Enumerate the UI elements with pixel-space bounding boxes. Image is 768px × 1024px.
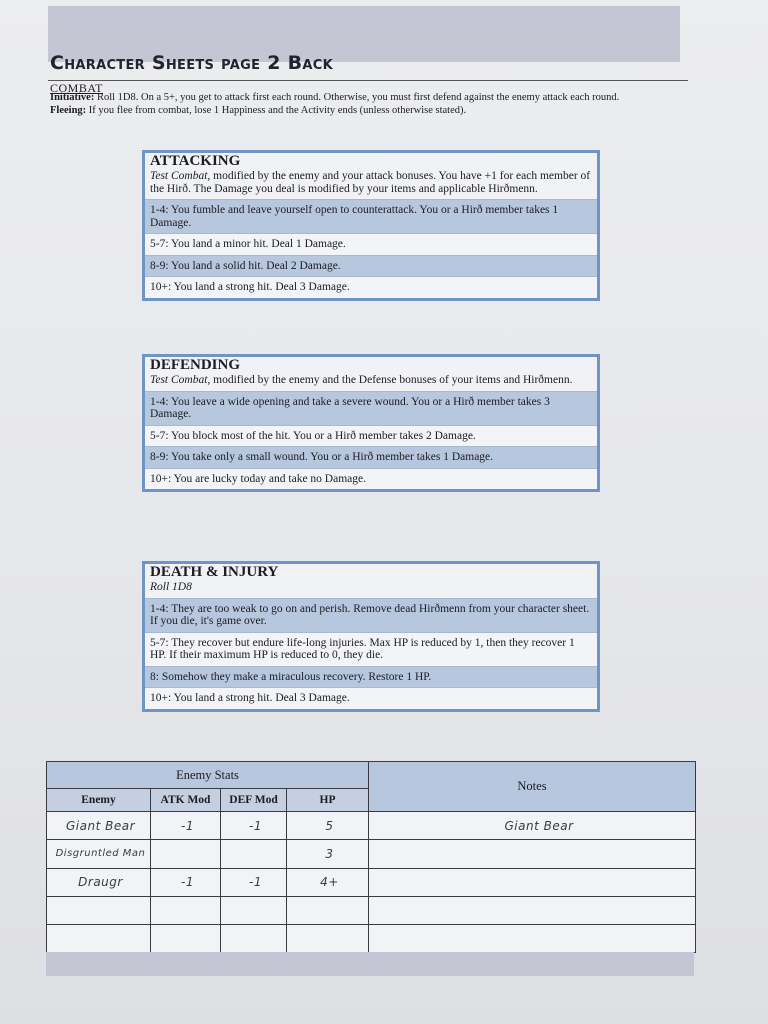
defending-row: 5-7: You block most of the hit. You or a Hirð member takes 2 Damage. — [145, 425, 597, 447]
attacking-box — [142, 150, 600, 301]
defending-row: 10+: You are lucky today and take no Damage. — [145, 468, 597, 490]
fleeing-rule — [50, 105, 686, 118]
atk-mod-cell[interactable] — [151, 924, 221, 952]
defending-row: 8-9: You take only a small wound. You or a Hirð member takes 1 Damage. — [145, 446, 597, 468]
combat-heading: COMBAT — [50, 81, 104, 95]
death-injury-row: 5-7: They recover but endure life-long injuries. Max HP is reduced by 1, then they recover 1 HP. If their maximum HP is reduced to 0, they die. — [145, 632, 597, 666]
hp-cell[interactable]: 5 — [287, 812, 369, 840]
atk-mod-cell[interactable] — [151, 896, 221, 924]
initiative-rule — [50, 92, 686, 105]
table-row — [47, 840, 696, 868]
attacking-intro — [145, 170, 597, 199]
hp-cell[interactable]: 3 — [287, 840, 369, 868]
initiative-text: Roll 1D8. On a 5+, you get to attack first each round. Otherwise, you must first defend against the enemy attack each round. — [94, 92, 620, 103]
def-mod-cell[interactable]: -1 — [221, 812, 287, 840]
defending-test: Test Combat, — [150, 374, 211, 386]
table-row — [47, 896, 696, 924]
footer-band — [46, 952, 694, 976]
def-mod-cell[interactable] — [221, 924, 287, 952]
table-row — [47, 868, 696, 896]
notes-cell[interactable]: Giant Bear — [369, 812, 696, 840]
combat-rules — [50, 92, 686, 117]
death-injury-row: 10+: You land a strong hit. Deal 3 Damage. — [145, 687, 597, 709]
atk-mod-cell[interactable] — [151, 840, 221, 868]
attacking-row: 5-7: You land a minor hit. Deal 1 Damage. — [145, 233, 597, 255]
attacking-heading: ATTACKING — [150, 153, 241, 169]
defending-heading: DEFENDING — [150, 357, 241, 373]
death-injury-heading: DEATH & INJURY — [150, 564, 279, 580]
defending-intro-text: modified by the enemy and the Defense bonuses of your items and Hirðmenn. — [210, 374, 573, 386]
enemy-cell[interactable]: Draugr — [47, 868, 151, 896]
def-mod-cell[interactable] — [221, 896, 287, 924]
attacking-row: 1-4: You fumble and leave yourself open to counterattack. You or a Hirð member takes 1 Damage. — [145, 199, 597, 233]
column-header-enemy: Enemy — [47, 789, 151, 812]
column-header-atk-mod: ATK Mod — [151, 789, 221, 812]
attacking-row: 8-9: You land a solid hit. Deal 2 Damage. — [145, 255, 597, 277]
enemy-cell[interactable]: Disgruntled Man — [47, 840, 151, 868]
death-injury-roll: Roll 1D8 — [150, 581, 192, 593]
notes-cell[interactable] — [369, 896, 696, 924]
defending-intro — [145, 374, 597, 391]
enemy-cell[interactable] — [47, 896, 151, 924]
hp-cell[interactable]: 4+ — [287, 868, 369, 896]
attacking-row: 10+: You land a strong hit. Deal 3 Damage. — [145, 276, 597, 298]
death-injury-row: 8: Somehow they make a miraculous recovery. Restore 1 HP. — [145, 666, 597, 688]
atk-mod-cell[interactable]: -1 — [151, 812, 221, 840]
page-title: Character Sheets page 2 Back — [50, 52, 333, 74]
atk-mod-cell[interactable]: -1 — [151, 868, 221, 896]
notes-header: Notes — [369, 762, 696, 812]
title-divider — [48, 80, 688, 81]
table-header-row — [47, 762, 696, 789]
fleeing-text: If you flee from combat, lose 1 Happiness and the Activity ends (unless otherwise stated). — [86, 104, 467, 116]
fleeing-label: Fleeing: — [50, 104, 87, 116]
def-mod-cell[interactable]: -1 — [221, 868, 287, 896]
hp-cell[interactable] — [287, 896, 369, 924]
defending-box — [142, 354, 600, 492]
hp-cell[interactable] — [287, 924, 369, 952]
notes-cell[interactable] — [369, 924, 696, 952]
column-header-def-mod: DEF Mod — [221, 789, 287, 812]
notes-cell[interactable] — [369, 868, 696, 896]
death-injury-row: 1-4: They are too weak to go on and perish. Remove dead Hirðmenn from your character sheet. If you die, it's game over. — [145, 598, 597, 632]
initiative-label: Initiative: — [50, 92, 95, 103]
notes-cell[interactable] — [369, 840, 696, 868]
table-row — [47, 924, 696, 952]
table-row — [47, 812, 696, 840]
enemy-stats-header: Enemy Stats — [47, 762, 369, 789]
death-injury-box — [142, 561, 600, 712]
enemy-cell[interactable]: Giant Bear — [47, 812, 151, 840]
attacking-test: Test Combat, — [150, 170, 211, 182]
def-mod-cell[interactable] — [221, 840, 287, 868]
enemy-cell[interactable] — [47, 924, 151, 952]
enemy-stats-table — [46, 761, 696, 953]
column-header-hp: HP — [287, 789, 369, 812]
defending-row: 1-4: You leave a wide opening and take a severe wound. You or a Hirð member takes 3 Damage. — [145, 391, 597, 425]
attacking-intro-text: modified by the enemy and your attack bonuses. You have +1 for each member of the Hirð. The Damage you deal is modified by your items and applicable Hirðmenn. — [150, 170, 591, 195]
